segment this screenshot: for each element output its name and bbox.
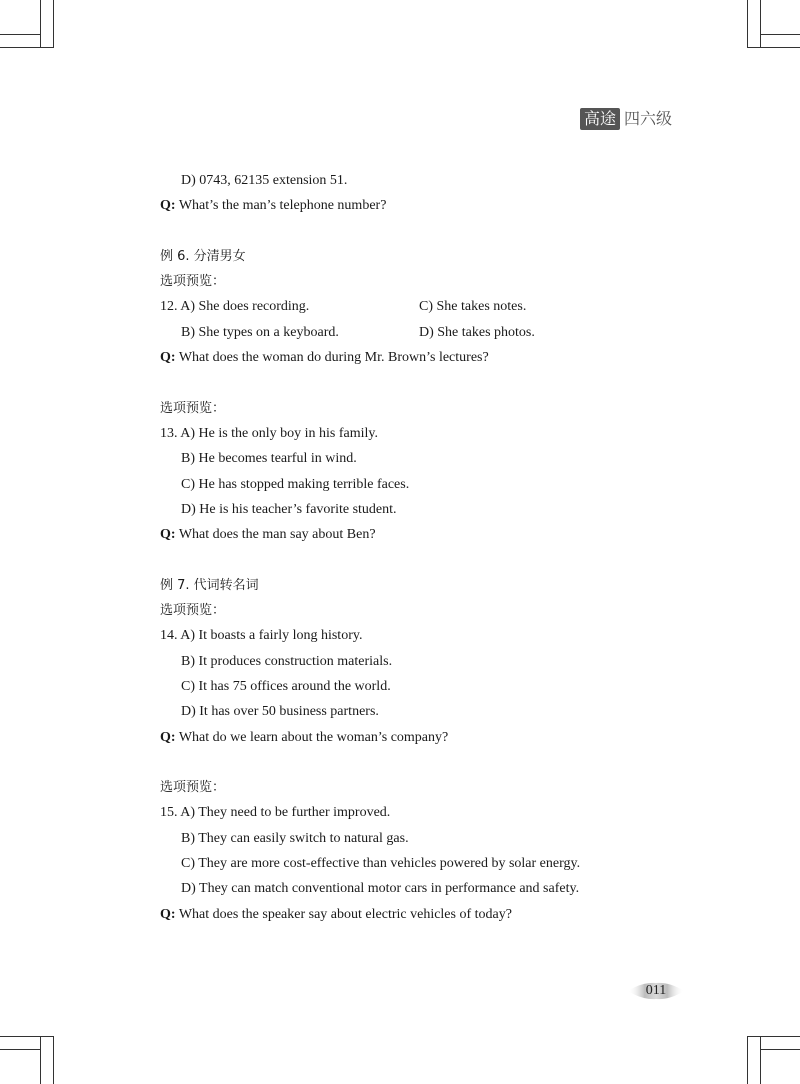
- crop-mark: [40, 0, 41, 48]
- question-line: [160, 902, 620, 927]
- question-label: Q:: [160, 527, 176, 543]
- question-label: Q:: [160, 906, 176, 922]
- option-b: B) He becomes tearful in wind.: [181, 451, 357, 467]
- option-d: D) It has over 50 business partners.: [181, 704, 379, 720]
- crop-mark: [760, 1036, 761, 1084]
- question-label: Q:: [160, 729, 176, 745]
- option-line: D) 0743, 62135 extension 51.: [181, 173, 348, 188]
- option-c: C) He has stopped making terrible faces.: [181, 476, 410, 492]
- option-a: 14. A) It boasts a fairly long history.: [160, 628, 363, 644]
- question-label: Q:: [160, 198, 176, 214]
- question-text: What does the woman do during Mr. Brown’s lectures?: [178, 350, 489, 366]
- option-a: 12. A) She does recording.: [160, 299, 310, 315]
- crop-mark: [760, 34, 800, 35]
- spacer: [160, 547, 620, 572]
- question-text: What do we learn about the woman’s company?: [178, 729, 449, 745]
- crop-mark: [0, 1036, 53, 1037]
- spacer: [160, 219, 620, 244]
- example-heading: 例 6. 分清男女: [160, 248, 246, 264]
- crop-mark: [747, 0, 748, 48]
- crop-mark: [0, 1049, 40, 1050]
- option-b: B) She types on a keyboard.: [181, 324, 339, 340]
- question-text: What does the speaker say about electric vehicles of today?: [178, 906, 512, 922]
- crop-mark: [40, 1036, 41, 1084]
- page-content: [160, 168, 620, 927]
- option-c: C) It has 75 offices around the world.: [181, 678, 391, 694]
- page-number-badge: [628, 980, 684, 1002]
- crop-mark: [0, 47, 53, 48]
- crop-mark: [53, 1036, 54, 1084]
- question-line: [160, 345, 620, 370]
- option-d: D) She takes photos.: [419, 324, 535, 340]
- option-row: [160, 294, 620, 319]
- preview-label: 选项预览：: [160, 400, 226, 416]
- question-line: [160, 522, 620, 547]
- option-d: D) He is his teacher’s favorite student.: [181, 501, 397, 517]
- crop-mark: [747, 1036, 748, 1084]
- question-text: What does the man say about Ben?: [178, 527, 376, 543]
- question-label: Q:: [160, 350, 176, 366]
- question-line: [160, 193, 620, 218]
- brand-subtitle: 四六级: [624, 109, 673, 128]
- option-b: B) It produces construction materials.: [181, 653, 393, 669]
- question-line: [160, 725, 620, 750]
- crop-mark: [760, 0, 761, 48]
- question-text: What’s the man’s telephone number?: [178, 198, 387, 214]
- crop-mark: [53, 0, 54, 48]
- option-row: [160, 320, 620, 345]
- option-d: D) They can match conventional motor cars in performance and safety.: [181, 881, 580, 897]
- crop-mark: [747, 47, 800, 48]
- crop-mark: [747, 1036, 800, 1037]
- spacer: [160, 370, 620, 395]
- spacer: [160, 750, 620, 775]
- option-a: 15. A) They need to be further improved.: [160, 805, 391, 821]
- option-a: 13. A) He is the only boy in his family.: [160, 425, 379, 441]
- crop-mark: [0, 34, 40, 35]
- option-c: C) They are more cost-effective than vehicles powered by solar energy.: [181, 856, 581, 872]
- option-b: B) They can easily switch to natural gas.: [181, 830, 409, 846]
- preview-label: 选项预览：: [160, 274, 226, 290]
- preview-label: 选项预览：: [160, 780, 226, 796]
- header-brand: [580, 107, 672, 131]
- example-heading: 例 7. 代词转名词: [160, 577, 259, 593]
- brand-logo-box: 高途: [580, 108, 620, 130]
- option-c: C) She takes notes.: [419, 299, 527, 315]
- preview-label: 选项预览：: [160, 603, 226, 619]
- crop-mark: [760, 1049, 800, 1050]
- page-number: 011: [645, 983, 667, 998]
